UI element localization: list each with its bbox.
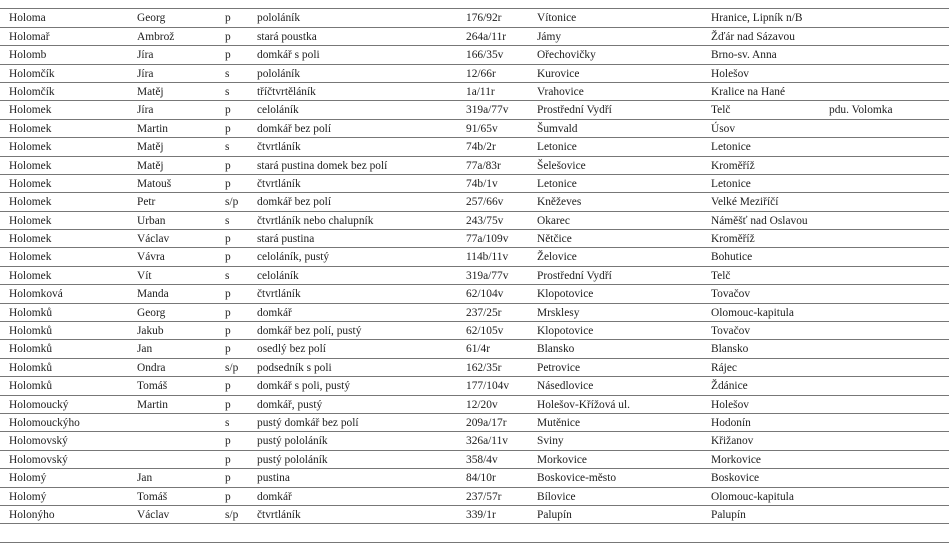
occupation-cell: pololáník	[257, 12, 301, 25]
status-cell: p	[225, 435, 231, 448]
locality-cell: Nětčice	[537, 233, 572, 246]
locality-cell: Petrovice	[537, 361, 581, 374]
occupation-cell: osedlý bez polí	[257, 343, 326, 356]
occupation-cell: celoláník	[257, 269, 299, 282]
reference-cell: 339/1r	[466, 508, 496, 521]
status-cell: p	[225, 251, 231, 264]
reference-cell: 62/104v	[466, 288, 504, 301]
table-row	[0, 451, 949, 469]
surname-cell: Holomků	[9, 361, 53, 374]
estate-cell: Kralice na Hané	[711, 85, 785, 98]
table-row	[0, 138, 949, 156]
table-row	[0, 267, 949, 285]
locality-cell: Letonice	[537, 141, 577, 154]
surname-cell: Holomouckýho	[9, 416, 80, 429]
surname-cell: Holomb	[9, 49, 47, 62]
surname-cell: Holomek	[9, 251, 52, 264]
estate-cell: Tovačov	[711, 325, 751, 338]
table-row	[0, 396, 949, 414]
occupation-cell: čtvrtláník	[257, 141, 301, 154]
given-name-cell: Matěj	[137, 159, 164, 172]
reference-cell: 243/75v	[466, 214, 504, 227]
surname-cell: Holomků	[9, 380, 53, 393]
occupation-cell: čtvrtláník	[257, 288, 301, 301]
locality-cell: Bílovice	[537, 490, 576, 503]
given-name-cell: Matěj	[137, 85, 164, 98]
estate-cell: Ždánice	[711, 380, 748, 393]
locality-cell: Kněževes	[537, 196, 582, 209]
table-row	[0, 157, 949, 175]
locality-cell: Boskovice-město	[537, 472, 617, 485]
given-name-cell: Manda	[137, 288, 169, 301]
estate-cell: Boskovice	[711, 472, 760, 485]
surname-cell: Holomek	[9, 122, 52, 135]
surname-cell: Holoma	[9, 12, 46, 25]
reference-cell: 74b/2r	[466, 141, 496, 154]
reference-cell: 176/92r	[466, 12, 502, 25]
table-row-cut-top	[0, 0, 949, 9]
status-cell: p	[225, 104, 231, 117]
table-row	[0, 359, 949, 377]
reference-cell: 12/66r	[466, 67, 496, 80]
estate-cell: Olomouc-kapitula	[711, 306, 794, 319]
surname-cell: Holomků	[9, 343, 53, 356]
status-cell: p	[225, 306, 231, 319]
reference-cell: 1a/11r	[466, 85, 495, 98]
table-row	[0, 46, 949, 64]
given-name-cell: Ambrož	[137, 30, 175, 43]
occupation-cell: domkář, pustý	[257, 398, 323, 411]
surname-cell: Holomý	[9, 472, 47, 485]
status-cell: p	[225, 233, 231, 246]
locality-cell: Holešov-Křížová ul.	[537, 398, 630, 411]
locality-cell: Prostřední Vydří	[537, 104, 612, 117]
surname-cell: Holomek	[9, 214, 52, 227]
given-name-cell: Georg	[137, 12, 166, 25]
given-name-cell: Martin	[137, 398, 169, 411]
surname-cell: Holomků	[9, 306, 53, 319]
occupation-cell: celoláník	[257, 104, 299, 117]
estate-cell: Blansko	[711, 343, 749, 356]
surname-cell: Holomčík	[9, 67, 55, 80]
reference-cell: 177/104v	[466, 380, 510, 393]
given-name-cell: Jíra	[137, 49, 154, 62]
estate-cell: Žďár nad Sázavou	[711, 30, 795, 43]
status-cell: s	[225, 141, 230, 154]
table-row	[0, 285, 949, 303]
surname-cell: Holomoucký	[9, 398, 69, 411]
occupation-cell: čtvrtláník nebo chalupník	[257, 214, 374, 227]
occupation-cell: stará pustina	[257, 233, 315, 246]
surname-cell: Holomovský	[9, 453, 68, 466]
estate-cell: Telč	[711, 104, 731, 117]
status-cell: s	[225, 85, 230, 98]
given-name-cell: Martin	[137, 122, 169, 135]
table-row	[0, 322, 949, 340]
surname-cell: Holomek	[9, 269, 52, 282]
status-cell: p	[225, 490, 231, 503]
estate-cell: Velké Meziříčí	[711, 196, 779, 209]
table-row-cut-bottom	[0, 524, 949, 542]
occupation-cell: tříčtvrtěláník	[257, 85, 316, 98]
locality-cell: Vrahovice	[537, 85, 584, 98]
occupation-cell: domkář bez polí	[257, 122, 332, 135]
surname-cell: Holomek	[9, 177, 52, 190]
status-cell: p	[225, 49, 231, 62]
table-row	[0, 193, 949, 211]
reference-cell: 319a/77v	[466, 269, 509, 282]
table-row	[0, 28, 949, 46]
estate-cell: Holešov	[711, 67, 749, 80]
surname-cell: Holomař	[9, 30, 50, 43]
status-cell: p	[225, 325, 231, 338]
reference-cell: 209a/17r	[466, 416, 507, 429]
reference-cell: 12/20v	[466, 398, 498, 411]
reference-cell: 257/66v	[466, 196, 504, 209]
given-name-cell: Matouš	[137, 177, 172, 190]
estate-cell: Olomouc-kapitula	[711, 490, 794, 503]
table-row	[0, 212, 949, 230]
locality-cell: Mutěnice	[537, 416, 581, 429]
locality-cell: Prostřední Vydří	[537, 269, 612, 282]
locality-cell: Sviny	[537, 435, 564, 448]
status-cell: s/p	[225, 508, 239, 521]
surname-cell: Holomků	[9, 325, 53, 338]
status-cell: p	[225, 288, 231, 301]
table-row	[0, 120, 949, 138]
occupation-cell: stará poustka	[257, 30, 317, 43]
reference-cell: 77a/83r	[466, 159, 501, 172]
given-name-cell: Matěj	[137, 141, 164, 154]
reference-cell: 61/4r	[466, 343, 491, 356]
estate-cell: Palupín	[711, 508, 746, 521]
occupation-cell: domkář s poli, pustý	[257, 380, 351, 393]
estate-cell: Telč	[711, 269, 731, 282]
surname-cell: Holomý	[9, 490, 47, 503]
reference-cell: 77a/109v	[466, 233, 509, 246]
status-cell: p	[225, 343, 231, 356]
reference-cell: 91/65v	[466, 122, 498, 135]
reference-cell: 319a/77v	[466, 104, 509, 117]
status-cell: p	[225, 30, 231, 43]
occupation-cell: domkář bez polí	[257, 196, 332, 209]
occupation-cell: čtvrtláník	[257, 508, 301, 521]
table-row	[0, 469, 949, 487]
given-name-cell: Václav	[137, 233, 170, 246]
locality-cell: Jámy	[537, 30, 562, 43]
occupation-cell: domkář bez polí, pustý	[257, 325, 362, 338]
estate-cell: Křižanov	[711, 435, 754, 448]
occupation-cell: domkář s poli	[257, 49, 320, 62]
table-row	[0, 488, 949, 506]
given-name-cell: Tomáš	[137, 490, 168, 503]
surname-cell: Holomková	[9, 288, 63, 301]
locality-cell: Klopotovice	[537, 325, 594, 338]
reference-cell: 62/105v	[466, 325, 504, 338]
given-name-cell: Jakub	[137, 325, 164, 338]
given-name-cell: Tomáš	[137, 380, 168, 393]
locality-cell: Blansko	[537, 343, 575, 356]
occupation-cell: podsedník s poli	[257, 361, 332, 374]
table-row	[0, 304, 949, 322]
status-cell: s	[225, 269, 230, 282]
surname-cell: Holomek	[9, 196, 52, 209]
surname-cell: Holomek	[9, 159, 52, 172]
status-cell: p	[225, 12, 231, 25]
status-cell: s	[225, 214, 230, 227]
given-name-cell: Jíra	[137, 67, 154, 80]
estate-cell: Kroměříž	[711, 233, 755, 246]
locality-cell: Šumvald	[537, 122, 578, 135]
note-cell: pdu. Volomka	[829, 104, 893, 117]
estate-cell: Úsov	[711, 122, 736, 135]
occupation-cell: pololáník	[257, 67, 301, 80]
table-row	[0, 65, 949, 83]
surname-cell: Holomek	[9, 104, 52, 117]
table-row	[0, 175, 949, 193]
table-row	[0, 377, 949, 395]
surname-cell: Holomek	[9, 141, 52, 154]
estate-cell: Hodonín	[711, 416, 751, 429]
status-cell: s/p	[225, 361, 239, 374]
given-name-cell: Petr	[137, 196, 156, 209]
status-cell: s	[225, 67, 230, 80]
occupation-cell: čtvrtláník	[257, 177, 301, 190]
locality-cell: Morkovice	[537, 453, 587, 466]
table-row	[0, 432, 949, 450]
estate-cell: Rájec	[711, 361, 737, 374]
status-cell: p	[225, 453, 231, 466]
locality-cell: Palupín	[537, 508, 572, 521]
reference-cell: 166/35v	[466, 49, 504, 62]
given-name-cell: Vávra	[137, 251, 165, 264]
reference-cell: 84/10r	[466, 472, 496, 485]
estate-cell: Letonice	[711, 141, 751, 154]
locality-cell: Násedlovice	[537, 380, 594, 393]
locality-cell: Ořechovičky	[537, 49, 596, 62]
locality-cell: Mrsklesy	[537, 306, 580, 319]
estate-cell: Morkovice	[711, 453, 761, 466]
locality-cell: Okarec	[537, 214, 570, 227]
surname-cell: Holomčík	[9, 85, 55, 98]
estate-cell: Letonice	[711, 177, 751, 190]
given-name-cell: Jan	[137, 343, 153, 356]
occupation-cell: domkář	[257, 306, 292, 319]
estate-cell: Hranice, Lipník n/B	[711, 12, 803, 25]
surname-cell: Holomovský	[9, 435, 68, 448]
reference-cell: 237/57r	[466, 490, 502, 503]
reference-cell: 237/25r	[466, 306, 502, 319]
given-name-cell: Ondra	[137, 361, 166, 374]
table-row	[0, 9, 949, 27]
given-name-cell: Urban	[137, 214, 166, 227]
locality-cell: Klopotovice	[537, 288, 594, 301]
given-name-cell: Georg	[137, 306, 166, 319]
locality-cell: Šelešovice	[537, 159, 586, 172]
occupation-cell: pustina	[257, 472, 290, 485]
occupation-cell: pustý pololáník	[257, 453, 328, 466]
reference-cell: 326a/11v	[466, 435, 508, 448]
occupation-cell: pustý domkář bez polí	[257, 416, 359, 429]
estate-cell: Holešov	[711, 398, 749, 411]
status-cell: p	[225, 159, 231, 172]
given-name-cell: Václav	[137, 508, 170, 521]
given-name-cell: Jan	[137, 472, 153, 485]
locality-cell: Kurovice	[537, 67, 580, 80]
status-cell: p	[225, 177, 231, 190]
estate-cell: Kroměříž	[711, 159, 755, 172]
table-row	[0, 414, 949, 432]
table-row	[0, 506, 949, 524]
reference-cell: 74b/1v	[466, 177, 498, 190]
occupation-cell: pustý pololáník	[257, 435, 328, 448]
occupation-cell: stará pustina domek bez polí	[257, 159, 388, 172]
status-cell: p	[225, 380, 231, 393]
locality-cell: Želovice	[537, 251, 577, 264]
status-cell: p	[225, 472, 231, 485]
reference-cell: 114b/11v	[466, 251, 509, 264]
estate-cell: Náměšť nad Oslavou	[711, 214, 808, 227]
table-row	[0, 248, 949, 266]
reference-cell: 264a/11r	[466, 30, 507, 43]
estate-cell: Tovačov	[711, 288, 751, 301]
estate-cell: Brno-sv. Anna	[711, 49, 777, 62]
status-cell: s	[225, 416, 230, 429]
given-name-cell: Jíra	[137, 104, 154, 117]
given-name-cell: Vít	[137, 269, 152, 282]
table-row	[0, 340, 949, 358]
table-row	[0, 101, 949, 119]
surname-cell: Holomek	[9, 233, 52, 246]
reference-cell: 162/35r	[466, 361, 502, 374]
surname-cell: Holonýho	[9, 508, 55, 521]
locality-cell: Letonice	[537, 177, 577, 190]
occupation-cell: domkář	[257, 490, 292, 503]
table-row	[0, 230, 949, 248]
locality-cell: Vítonice	[537, 12, 577, 25]
status-cell: s/p	[225, 196, 239, 209]
reference-cell: 358/4v	[466, 453, 498, 466]
status-cell: p	[225, 122, 231, 135]
estate-cell: Bohutice	[711, 251, 753, 264]
status-cell: p	[225, 398, 231, 411]
occupation-cell: celoláník, pustý	[257, 251, 330, 264]
table-row	[0, 83, 949, 101]
